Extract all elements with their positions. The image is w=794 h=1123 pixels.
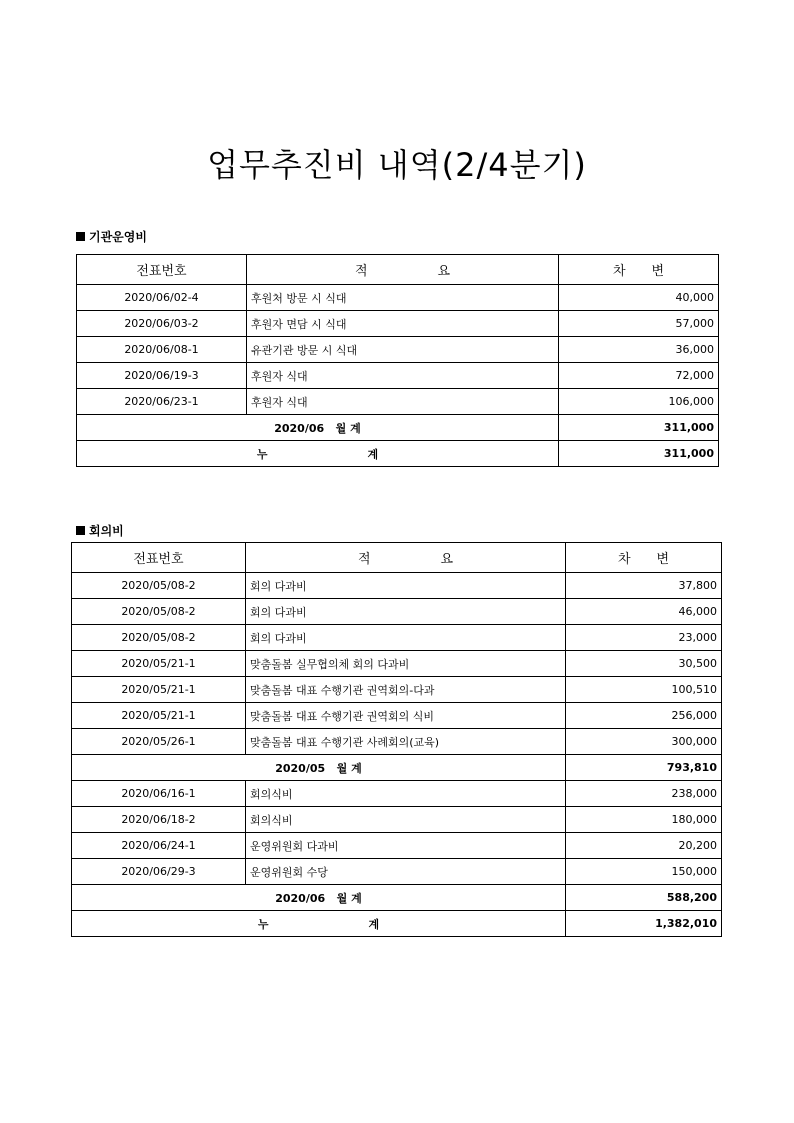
section-label-text: 기관운영비 [89, 230, 147, 244]
table-row [72, 625, 722, 651]
cumulative-total-label [72, 911, 566, 937]
amount: 37,800 [566, 573, 722, 599]
description: 후원처 방문 시 식대 [247, 285, 559, 311]
header-desc-part1: 적 [354, 264, 368, 279]
voucher-no: 2020/06/29-3 [72, 859, 246, 885]
description: 맞춤돌봄 대표 수행기관 사례회의(교육) [246, 729, 566, 755]
meeting-expense-table [71, 542, 722, 937]
description: 후원자 식대 [247, 363, 559, 389]
description: 회의 다과비 [246, 599, 566, 625]
header-desc-part2: 요 [437, 264, 451, 279]
amount: 57,000 [559, 311, 719, 337]
monthly-subtotal-label [77, 415, 559, 441]
monthly-subtotal-amount: 793,810 [566, 755, 722, 781]
header-debit-part1: 차 [617, 552, 631, 567]
total-label-part1: 누 [257, 917, 269, 931]
header-description [246, 543, 566, 573]
header-desc-part2: 요 [440, 552, 454, 567]
description: 후원자 면담 시 식대 [247, 311, 559, 337]
amount: 30,500 [566, 651, 722, 677]
description: 운영위원회 수당 [246, 859, 566, 885]
voucher-no: 2020/05/21-1 [72, 703, 246, 729]
description: 회의식비 [246, 781, 566, 807]
cumulative-total-amount: 311,000 [559, 441, 719, 467]
subtotal-label: 월 계 [335, 421, 361, 435]
monthly-subtotal-amount: 588,200 [566, 885, 722, 911]
amount: 106,000 [559, 389, 719, 415]
square-bullet-icon [76, 526, 85, 535]
table-row [72, 833, 722, 859]
operating-expense-table [76, 254, 719, 467]
description: 맞춤돌봄 대표 수행기관 권역회의 식비 [246, 703, 566, 729]
voucher-no: 2020/05/21-1 [72, 677, 246, 703]
square-bullet-icon [76, 232, 85, 241]
header-voucher-no: 전표번호 [72, 543, 246, 573]
header-description [247, 255, 559, 285]
description: 회의 다과비 [246, 573, 566, 599]
header-debit-part2: 변 [651, 264, 665, 279]
amount: 36,000 [559, 337, 719, 363]
section-label-meeting [76, 522, 124, 539]
description: 유관기관 방문 시 식대 [247, 337, 559, 363]
subtotal-label: 월 계 [336, 891, 362, 905]
total-label-part2: 계 [368, 917, 380, 931]
amount: 72,000 [559, 363, 719, 389]
page-title: 업무추진비 내역(2/4분기) [207, 146, 587, 184]
voucher-no: 2020/06/23-1 [77, 389, 247, 415]
section-label-text: 회의비 [89, 524, 124, 538]
description: 회의 다과비 [246, 625, 566, 651]
table-row [77, 285, 719, 311]
table-row [77, 363, 719, 389]
amount: 100,510 [566, 677, 722, 703]
subtotal-period: 2020/06 [275, 891, 326, 905]
table-row [77, 311, 719, 337]
total-label-part2: 계 [367, 447, 379, 461]
table-row [77, 389, 719, 415]
header-debit-part1: 차 [612, 264, 626, 279]
amount: 238,000 [566, 781, 722, 807]
amount: 46,000 [566, 599, 722, 625]
table-row [72, 859, 722, 885]
voucher-no: 2020/05/26-1 [72, 729, 246, 755]
amount: 23,000 [566, 625, 722, 651]
voucher-no: 2020/06/03-2 [77, 311, 247, 337]
description: 운영위원회 다과비 [246, 833, 566, 859]
monthly-subtotal-row [72, 885, 722, 911]
amount: 150,000 [566, 859, 722, 885]
voucher-no: 2020/06/16-1 [72, 781, 246, 807]
subtotal-period: 2020/06 [274, 421, 325, 435]
description: 맞춤돌봄 대표 수행기관 권역회의-다과 [246, 677, 566, 703]
cumulative-total-label [77, 441, 559, 467]
monthly-subtotal-row [77, 415, 719, 441]
table-row [72, 573, 722, 599]
voucher-no: 2020/06/08-1 [77, 337, 247, 363]
table-row [72, 703, 722, 729]
amount: 20,200 [566, 833, 722, 859]
description: 후원자 식대 [247, 389, 559, 415]
voucher-no: 2020/05/08-2 [72, 599, 246, 625]
total-label-part1: 누 [256, 447, 268, 461]
voucher-no: 2020/05/21-1 [72, 651, 246, 677]
amount: 40,000 [559, 285, 719, 311]
table-header-row [72, 543, 722, 573]
table-row [72, 729, 722, 755]
monthly-subtotal-label [72, 885, 566, 911]
section-label-operating [76, 228, 147, 245]
header-debit [566, 543, 722, 573]
cumulative-total-amount: 1,382,010 [566, 911, 722, 937]
monthly-subtotal-row [72, 755, 722, 781]
table-row [72, 599, 722, 625]
subtotal-period: 2020/05 [275, 761, 326, 775]
description: 회의식비 [246, 807, 566, 833]
voucher-no: 2020/06/02-4 [77, 285, 247, 311]
amount: 256,000 [566, 703, 722, 729]
subtotal-label: 월 계 [336, 761, 362, 775]
monthly-subtotal-label [72, 755, 566, 781]
table-row [77, 337, 719, 363]
table-row [72, 781, 722, 807]
voucher-no: 2020/06/18-2 [72, 807, 246, 833]
header-debit [559, 255, 719, 285]
voucher-no: 2020/06/24-1 [72, 833, 246, 859]
amount: 300,000 [566, 729, 722, 755]
table-row [72, 677, 722, 703]
header-desc-part1: 적 [357, 552, 371, 567]
table-row [72, 807, 722, 833]
monthly-subtotal-amount: 311,000 [559, 415, 719, 441]
header-debit-part2: 변 [656, 552, 670, 567]
cumulative-total-row [72, 911, 722, 937]
header-voucher-no: 전표번호 [77, 255, 247, 285]
cumulative-total-row [77, 441, 719, 467]
description: 맞춤돌봄 실무협의체 회의 다과비 [246, 651, 566, 677]
voucher-no: 2020/05/08-2 [72, 625, 246, 651]
table-row [72, 651, 722, 677]
voucher-no: 2020/05/08-2 [72, 573, 246, 599]
amount: 180,000 [566, 807, 722, 833]
table-header-row [77, 255, 719, 285]
voucher-no: 2020/06/19-3 [77, 363, 247, 389]
